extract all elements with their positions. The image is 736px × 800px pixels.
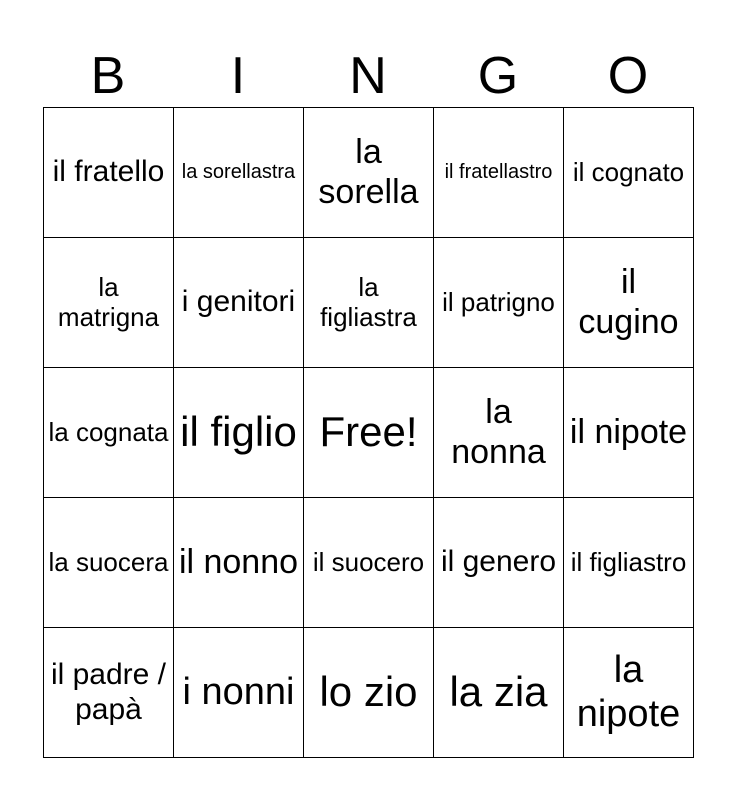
bingo-cell[interactable]: il nonno bbox=[174, 498, 304, 628]
header-letter-o: O bbox=[607, 47, 649, 105]
bingo-cell[interactable]: il cugino bbox=[564, 238, 694, 368]
header-letter-i: I bbox=[230, 47, 246, 105]
bingo-grid bbox=[43, 107, 694, 758]
bingo-header bbox=[43, 45, 693, 107]
bingo-cell[interactable]: il suocero bbox=[304, 498, 434, 628]
bingo-cell[interactable]: il fratello bbox=[44, 108, 174, 238]
bingo-cell[interactable]: il fratellastro bbox=[434, 108, 564, 238]
bingo-cell[interactable]: la zia bbox=[434, 628, 564, 758]
bingo-cell[interactable]: la nonna bbox=[434, 368, 564, 498]
bingo-cell[interactable]: il patrigno bbox=[434, 238, 564, 368]
header-letter-n: N bbox=[349, 47, 387, 105]
header-letter-g: G bbox=[477, 47, 519, 105]
bingo-cell[interactable]: il padre / papà bbox=[44, 628, 174, 758]
bingo-cell[interactable]: la sorellastra bbox=[174, 108, 304, 238]
bingo-cell[interactable]: la figliastra bbox=[304, 238, 434, 368]
bingo-cell[interactable]: la matrigna bbox=[44, 238, 174, 368]
header-letter-b: B bbox=[90, 47, 126, 105]
bingo-cell[interactable]: il figlio bbox=[174, 368, 304, 498]
bingo-cell[interactable]: il genero bbox=[434, 498, 564, 628]
bingo-cell[interactable]: il nipote bbox=[564, 368, 694, 498]
bingo-cell[interactable]: la cognata bbox=[44, 368, 174, 498]
bingo-cell[interactable]: la sorella bbox=[304, 108, 434, 238]
bingo-cell[interactable]: la suocera bbox=[44, 498, 174, 628]
bingo-cell[interactable]: i nonni bbox=[174, 628, 304, 758]
bingo-cell[interactable]: il figliastro bbox=[564, 498, 694, 628]
bingo-cell[interactable]: il cognato bbox=[564, 108, 694, 238]
bingo-cell[interactable]: la nipote bbox=[564, 628, 694, 758]
bingo-cell[interactable]: lo zio bbox=[304, 628, 434, 758]
free-space[interactable]: Free! bbox=[304, 368, 434, 498]
bingo-cell[interactable]: i genitori bbox=[174, 238, 304, 368]
